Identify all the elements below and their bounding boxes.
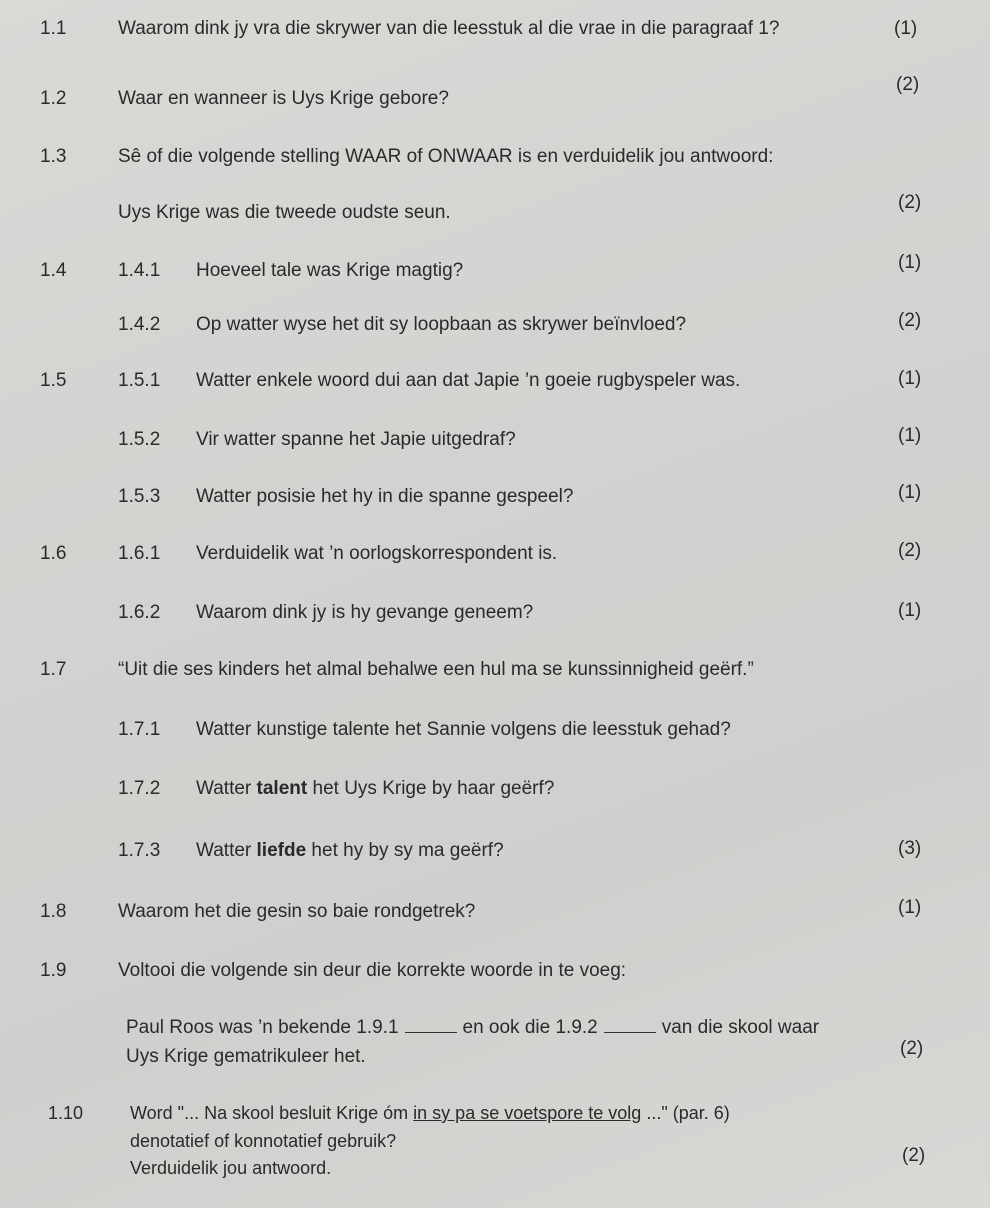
question-text: Watter kunstige talente het Sannie volgens die leesstuk gehad? [196,719,731,740]
question-text: Verduidelik wat ’n oorlogskorrespondent is. [196,543,558,564]
question-text: Word "... Na skool besluit Krige óm in sy pa se voetspore te volg ..." (par. 6) [130,1103,730,1123]
question-text-line3: Verduidelik jou antwoord. [130,1158,332,1178]
question-statement: Uys Krige was die tweede oudste seun. [118,202,451,223]
question-number: 1.6 [40,543,67,564]
question-number: 1.9 [40,960,67,981]
question-marks: (2) [896,74,920,95]
subquestion-number: 1.6.2 [118,602,161,623]
fill-in-sentence: Paul Roos was ’n bekende 1.9.1 en ook die 1.9.2 van die skool waar [126,1017,820,1038]
question-text-line2: denotatief of konnotatief gebruik? [130,1131,397,1151]
question-number: 1.1 [40,18,67,39]
question-marks: (2) [898,192,922,213]
fill-in-sentence-line2: Uys Krige gematrikuleer het. [126,1046,366,1067]
question-text: Watter liefde het hy by sy ma geërf? [196,840,504,861]
question-number: 1.8 [40,901,67,922]
subquestion-number: 1.5.3 [118,486,161,507]
question-text: Waarom dink jy vra die skrywer van die leesstuk al die vrae in die paragraaf 1? [118,18,780,39]
question-text: Voltooi die volgende sin deur die korrekte woorde in te voeg: [118,960,627,981]
question-text: Op watter wyse het dit sy loopbaan as skrywer beïnvloed? [196,314,687,335]
question-marks: (2) [898,310,922,331]
question-text: Vir watter spanne het Japie uitgedraf? [196,429,516,450]
question-text: Hoeveel tale was Krige magtig? [196,260,464,281]
answer-blank [604,1032,656,1033]
question-text: Sê of die volgende stelling WAAR of ONWAAR is en verduidelik jou antwoord: [118,146,774,167]
subquestion-number: 1.4.2 [118,314,161,335]
subquestion-number: 1.5.2 [118,429,161,450]
subquestion-number: 1.7.3 [118,840,161,861]
subquestion-number: 1.5.1 [118,370,161,391]
subquestion-number: 1.7.2 [118,778,161,799]
question-text: Watter enkele woord dui aan dat Japie ’n goeie rugbyspeler was. [196,370,741,391]
question-quote: “Uit die ses kinders het almal behalwe een hul ma se kunssinnigheid geërf.” [118,659,754,680]
subquestion-number: 1.7.1 [118,719,161,740]
question-marks: (1) [898,600,922,621]
question-marks: (1) [898,897,922,918]
question-text: Waarom het die gesin so baie rondgetrek? [118,901,476,922]
question-number: 1.10 [48,1103,84,1123]
question-text: Watter talent het Uys Krige by haar geërf? [196,778,555,799]
question-text: Waar en wanneer is Uys Krige gebore? [118,88,449,109]
answer-blank [405,1032,457,1033]
question-marks: (1) [898,482,922,503]
subquestion-number: 1.4.1 [118,260,161,281]
question-number: 1.4 [40,260,67,281]
question-marks: (2) [902,1145,926,1166]
question-number: 1.5 [40,370,67,391]
question-text: Waarom dink jy is hy gevange geneem? [196,602,534,623]
question-number: 1.7 [40,659,67,680]
question-marks: (1) [898,252,922,273]
question-text: Watter posisie het hy in die spanne gespeel? [196,486,574,507]
question-marks: (3) [898,838,922,859]
question-number: 1.3 [40,146,67,167]
subquestion-number: 1.6.1 [118,543,161,564]
question-marks: (1) [898,425,922,446]
question-marks: (1) [898,368,922,389]
question-marks: (1) [894,18,918,39]
question-marks: (2) [898,540,922,561]
question-marks: (2) [900,1038,924,1059]
question-number: 1.2 [40,88,67,109]
